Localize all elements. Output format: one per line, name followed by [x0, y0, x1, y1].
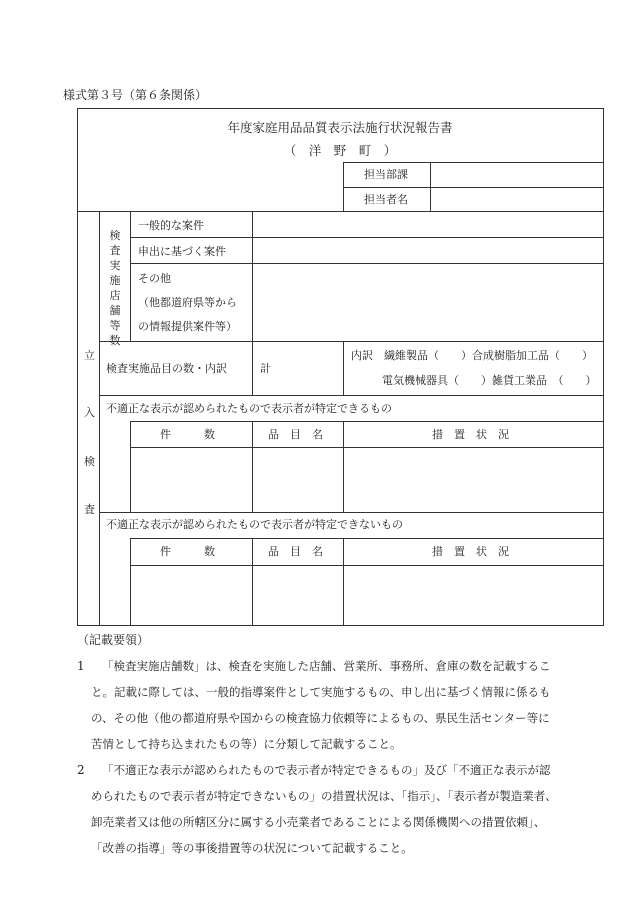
row-request: 申出に基づく案件: [138, 245, 226, 258]
identified-item-cell[interactable]: [253, 448, 342, 511]
note-number: 1: [77, 659, 85, 673]
town-name: （ 洋 野 町 ）: [283, 143, 397, 158]
items-label: 検査実施品目の数・内訳: [106, 362, 227, 375]
stores-label: 検査実施店舗等数: [109, 229, 121, 347]
note-number: 2: [77, 763, 85, 777]
side-label-char: 査: [84, 503, 95, 516]
unidentified-item-cell[interactable]: [253, 566, 342, 624]
request-count-field[interactable]: [253, 238, 602, 262]
col-count: 件 数: [160, 428, 215, 441]
col-count: 件 数: [160, 545, 215, 558]
col-item: 品 目 名: [268, 428, 323, 441]
notes-heading: （記載要領）: [77, 633, 150, 647]
section-identified: 不適正な表示が認められたもので表示者が特定できるもの: [106, 402, 392, 415]
dept-label: 担当部課: [364, 168, 408, 181]
note-line: 苦情として持ち込まれたもの等）に分類して記載すること。: [91, 737, 402, 751]
total-label: 計: [260, 362, 271, 375]
col-measure: 措 置 状 況: [432, 545, 509, 558]
person-field[interactable]: [431, 188, 602, 210]
row-general: 一般的な案件: [138, 219, 204, 232]
note-line: と。記載に際しては、一般的指導案件として実施するもの、申し出に基づく情報に係るも: [91, 685, 551, 699]
dept-field[interactable]: [431, 163, 602, 186]
side-label-char: 検: [84, 455, 95, 468]
note-line: 卸売業者又は他の所轄区分に属する小売業者であることによる関係機関への措置依頼」、: [91, 815, 546, 829]
note-line: の、その他（他の都道府県や国からの検査協力依頼等によるもの、県民生活センター等に: [91, 711, 550, 725]
breakdown-line: 内訳 繊維製品（ ）合成樹脂加工品（ ）: [351, 349, 593, 362]
side-label-char: 立: [84, 349, 95, 362]
note-line: められたもので表示者が特定できないもの」の措置状況は、「指示」、「表示者が製造業者、: [91, 789, 557, 803]
breakdown-line: 電気機械器具（ ）雑貨工業品 （ ）: [382, 374, 597, 387]
side-label-char: 入: [84, 406, 95, 419]
other-count-field[interactable]: [253, 264, 602, 340]
person-label: 担当者名: [364, 193, 408, 206]
row-other-sub: の情報提供案件等）: [138, 320, 237, 333]
unidentified-count-cell[interactable]: [131, 566, 251, 624]
identified-measure-cell[interactable]: [344, 448, 602, 511]
general-count-field[interactable]: [253, 212, 602, 236]
section-unidentified: 不適正な表示が認められたもので表示者が特定できないもの: [106, 518, 403, 531]
unidentified-measure-cell[interactable]: [344, 566, 602, 624]
identified-count-cell[interactable]: [131, 448, 251, 511]
note-line: 「検査実施店舗数」は、検査を実施した店舗、営業所、事務所、倉庫の数を記載するこ: [102, 659, 551, 673]
form-number: 様式第３号（第６条関係）: [63, 88, 208, 102]
row-other: その他: [138, 272, 171, 285]
row-other-sub: （他都道府県等から: [138, 296, 237, 309]
note-line: 「不適正な表示が認められたもので表示者が特定できるもの」及び「不適正な表示が認: [102, 763, 551, 777]
report-title: 年度家庭用品品質表示法施行状況報告書: [227, 120, 453, 135]
col-item: 品 目 名: [268, 545, 323, 558]
note-line: 「改善の指導」等の事後措置等の状況について記載すること。: [91, 841, 413, 855]
col-measure: 措 置 状 況: [432, 428, 509, 441]
